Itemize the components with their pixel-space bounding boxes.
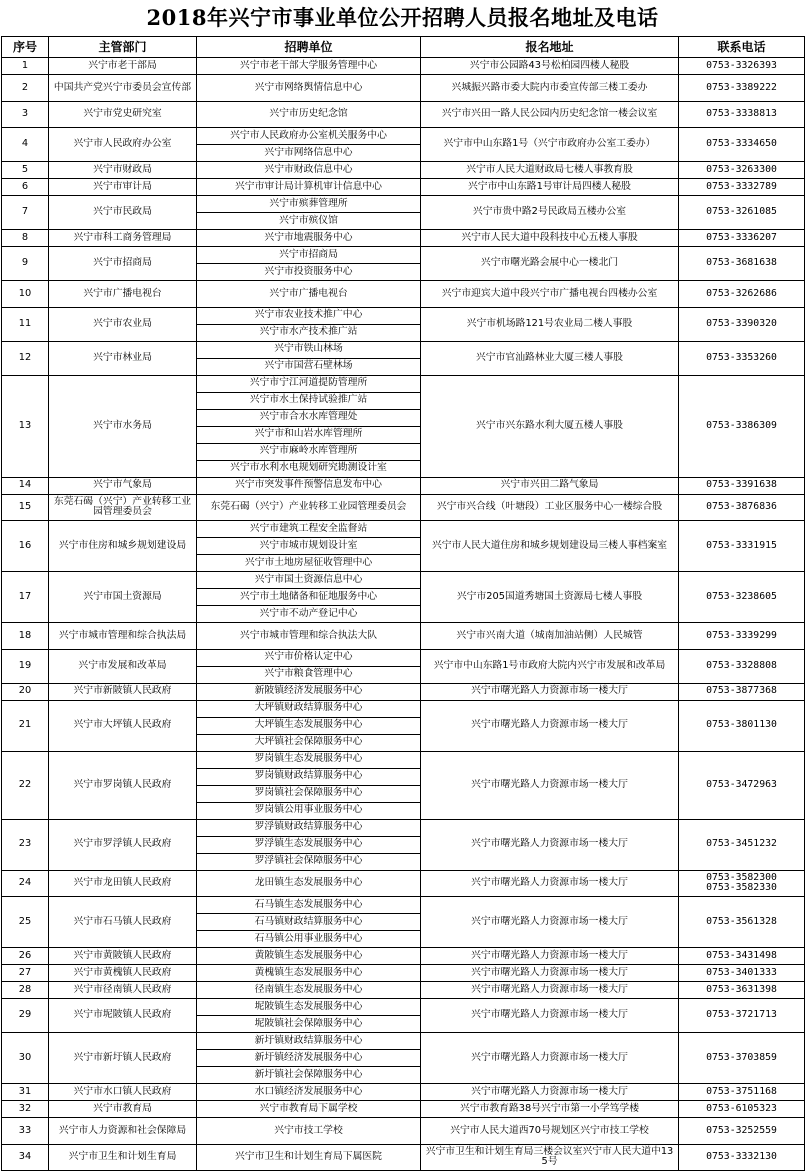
table-row: [2, 341, 805, 358]
unit-cell: 兴宁市建筑工程安全监督站: [197, 521, 421, 538]
unit-cell: 新陂镇经济发展服务中心: [197, 683, 421, 700]
department-cell: 兴宁市民政局: [49, 196, 197, 230]
row-number: 1: [2, 58, 49, 75]
address-cell: 兴宁市曙光路人力资源市场一楼大厅: [421, 897, 679, 948]
row-number: 9: [2, 247, 49, 281]
department-cell: 兴宁市农业局: [49, 307, 197, 341]
unit-cell: 罗岗镇公用事业服务中心: [197, 802, 421, 819]
department-cell: 兴宁市坭陂镇人民政府: [49, 999, 197, 1033]
row-number: 22: [2, 751, 49, 819]
table-row: [2, 1033, 805, 1050]
department-cell: 兴宁市卫生和计划生育局: [49, 1144, 197, 1171]
unit-cell: 兴宁市国土资源信息中心: [197, 572, 421, 589]
unit-cell: 大坪镇生态发展服务中心: [197, 717, 421, 734]
department-cell: 兴宁市党史研究室: [49, 101, 197, 128]
table-row: [2, 1144, 805, 1171]
table-row: [2, 897, 805, 914]
department-cell: 兴宁市城市管理和综合执法局: [49, 623, 197, 650]
unit-cell: 径南镇生态发展服务中心: [197, 982, 421, 999]
unit-cell: 兴宁市土地储备和征地服务中心: [197, 589, 421, 606]
row-number: 21: [2, 700, 49, 751]
unit-cell: 兴宁市土地房屋征收管理中心: [197, 555, 421, 572]
department-cell: 兴宁市招商局: [49, 247, 197, 281]
table-row: [2, 751, 805, 768]
unit-cell: 兴宁市财政信息中心: [197, 162, 421, 179]
phone-cell: 0753-3332789: [679, 179, 805, 196]
unit-cell: 新圩镇财政结算服务中心: [197, 1033, 421, 1050]
header-no: 序号: [2, 37, 49, 58]
phone-cell: 0753-3334650: [679, 128, 805, 162]
address-cell: 兴宁市曙光路人力资源市场一楼大厅: [421, 1033, 679, 1084]
unit-cell: 兴宁市宁江河道提防管理所: [197, 375, 421, 392]
unit-cell: 兴宁市人民政府办公室机关服务中心: [197, 128, 421, 145]
unit-cell: 兴宁市殡仪馆: [197, 213, 421, 230]
unit-cell: 兴宁市和山岩水库管理所: [197, 426, 421, 443]
phone-cell: 0753-3391638: [679, 477, 805, 494]
unit-cell: 新圩镇社会保障服务中心: [197, 1067, 421, 1084]
unit-cell: 罗岗镇生态发展服务中心: [197, 751, 421, 768]
table-row: [2, 494, 805, 521]
table-row: [2, 1101, 805, 1118]
unit-cell: 兴宁市水利水电规划研究勘测设计室: [197, 460, 421, 477]
unit-cell: 兴宁市卫生和计划生育局下属医院: [197, 1144, 421, 1171]
department-cell: 兴宁市科工商务管理局: [49, 230, 197, 247]
table-row: [2, 819, 805, 836]
phone-cell: 0753-3339299: [679, 623, 805, 650]
department-cell: 兴宁市人民政府办公室: [49, 128, 197, 162]
row-number: 12: [2, 341, 49, 375]
department-cell: 兴宁市发展和改革局: [49, 649, 197, 683]
department-cell: 兴宁市黄陂镇人民政府: [49, 948, 197, 965]
table-row: [2, 683, 805, 700]
department-cell: 兴宁市新圩镇人民政府: [49, 1033, 197, 1084]
unit-cell: 龙田镇生态发展服务中心: [197, 870, 421, 897]
phone-cell: 0753-3681638: [679, 247, 805, 281]
department-cell: 兴宁市老干部局: [49, 58, 197, 75]
phone-cell: 0753-3263300: [679, 162, 805, 179]
row-number: 24: [2, 870, 49, 897]
unit-cell: 兴宁市粮食管理中心: [197, 666, 421, 683]
unit-cell: 兴宁市麻岭水库管理所: [197, 443, 421, 460]
address-cell: 兴宁市曙光路人力资源市场一楼大厅: [421, 1084, 679, 1101]
department-cell: 兴宁市气象局: [49, 477, 197, 494]
table-row: [2, 649, 805, 666]
address-cell: 兴宁市人民大道住房和城乡规划建设局三楼人事档案室: [421, 521, 679, 572]
unit-cell: 兴宁市广播电视台: [197, 281, 421, 308]
unit-cell: 兴宁市网络信息中心: [197, 145, 421, 162]
table-row: [2, 948, 805, 965]
address-cell: 兴宁市曙光路人力资源市场一楼大厅: [421, 965, 679, 982]
header-phone: 联系电话: [679, 37, 805, 58]
row-number: 3: [2, 101, 49, 128]
table-row: [2, 1084, 805, 1101]
unit-cell: 兴宁市网络舆情信息中心: [197, 75, 421, 102]
table-row: [2, 375, 805, 392]
address-cell: 兴宁市曙光路人力资源市场一楼大厅: [421, 751, 679, 819]
unit-cell: 兴宁市历史纪念馆: [197, 101, 421, 128]
table-row: [2, 75, 805, 102]
department-cell: 兴宁市龙田镇人民政府: [49, 870, 197, 897]
unit-cell: 兴宁市技工学校: [197, 1118, 421, 1145]
unit-cell: 兴宁市教育局下属学校: [197, 1101, 421, 1118]
header-department: 主管部门: [49, 37, 197, 58]
unit-cell: 兴宁市国营石壁林场: [197, 358, 421, 375]
phone-cell: 0753-3876836: [679, 494, 805, 521]
unit-cell: 坭陂镇生态发展服务中心: [197, 999, 421, 1016]
department-cell: 东莞石碣（兴宁）产业转移工业园管理委员会: [49, 494, 197, 521]
phone-cell: 0753-3631398: [679, 982, 805, 999]
phone-cell: 0753-3262686: [679, 281, 805, 308]
phone-cell: 0753-3751168: [679, 1084, 805, 1101]
table-row: [2, 128, 805, 145]
phone-cell: 0753-3431498: [679, 948, 805, 965]
page-title: 2018年兴宁市事业单位公开招聘人员报名地址及电话: [146, 5, 659, 30]
header-unit: 招聘单位: [197, 37, 421, 58]
table-row: [2, 247, 805, 264]
address-cell: 兴宁市兴南大道（城南加油站侧）人民城管: [421, 623, 679, 650]
phone-cell: 0753-3703859: [679, 1033, 805, 1084]
table-row: [2, 58, 805, 75]
table-row: [2, 179, 805, 196]
address-cell: 兴宁市兴田二路气象局: [421, 477, 679, 494]
table-header-row: [2, 37, 805, 58]
address-cell: 兴宁市公园路43号松柏园四楼人秘股: [421, 58, 679, 75]
address-cell: 兴宁市曙光路人力资源市场一楼大厅: [421, 948, 679, 965]
unit-cell: 新圩镇经济发展服务中心: [197, 1050, 421, 1067]
unit-cell: 兴宁市农业技术推广中心: [197, 307, 421, 324]
phone-cell: 0753-3561328: [679, 897, 805, 948]
row-number: 10: [2, 281, 49, 308]
department-cell: 兴宁市审计局: [49, 179, 197, 196]
unit-cell: 黄槐镇生态发展服务中心: [197, 965, 421, 982]
address-cell: 兴宁市中山东路1号（兴宁市政府办公室工委办）: [421, 128, 679, 162]
phone-cell: 0753-3328808: [679, 649, 805, 683]
department-cell: 兴宁市国土资源局: [49, 572, 197, 623]
row-number: 29: [2, 999, 49, 1033]
unit-cell: 兴宁市殡葬管理所: [197, 196, 421, 213]
department-cell: 兴宁市黄槐镇人民政府: [49, 965, 197, 982]
unit-cell: 兴宁市审计局计算机审计信息中心: [197, 179, 421, 196]
address-cell: 兴宁市曙光路人力资源市场一楼大厅: [421, 982, 679, 999]
row-number: 33: [2, 1118, 49, 1145]
unit-cell: 罗岗镇财政结算服务中心: [197, 768, 421, 785]
unit-cell: 兴宁市城市管理和综合执法大队: [197, 623, 421, 650]
department-cell: 兴宁市罗岗镇人民政府: [49, 751, 197, 819]
department-cell: 兴宁市石马镇人民政府: [49, 897, 197, 948]
phone-cell: 0753-3801130: [679, 700, 805, 751]
unit-cell: 水口镇经济发展服务中心: [197, 1084, 421, 1101]
row-number: 18: [2, 623, 49, 650]
unit-cell: 罗浮镇生态发展服务中心: [197, 836, 421, 853]
table-row: [2, 196, 805, 213]
table-row: [2, 230, 805, 247]
phone-cell: 0753-3472963: [679, 751, 805, 819]
department-cell: 兴宁市罗浮镇人民政府: [49, 819, 197, 870]
address-cell: 兴宁市机场路121号农业局二楼人事股: [421, 307, 679, 341]
unit-cell: 罗浮镇社会保障服务中心: [197, 853, 421, 870]
address-cell: 兴宁市迎宾大道中段兴宁市广播电视台四楼办公室: [421, 281, 679, 308]
phone-cell: 0753-3877368: [679, 683, 805, 700]
department-cell: 兴宁市人力资源和社会保障局: [49, 1118, 197, 1145]
table-row: [2, 982, 805, 999]
phone-cell: 0753-3252559: [679, 1118, 805, 1145]
unit-cell: 兴宁市铁山林场: [197, 341, 421, 358]
phone-cell: 0753-3451232: [679, 819, 805, 870]
unit-cell: 兴宁市投资服务中心: [197, 264, 421, 281]
phone-cell: 0753-3389222: [679, 75, 805, 102]
row-number: 4: [2, 128, 49, 162]
row-number: 31: [2, 1084, 49, 1101]
row-number: 7: [2, 196, 49, 230]
phone-cell: 0753-3331915: [679, 521, 805, 572]
address-cell: 兴宁市中山东路1号审计局四楼人秘股: [421, 179, 679, 196]
address-cell: 兴宁市兴东路水利大厦五楼人事股: [421, 375, 679, 477]
address-cell: 兴宁市人民大道西70号规划区兴宁市技工学校: [421, 1118, 679, 1145]
row-number: 30: [2, 1033, 49, 1084]
row-number: 11: [2, 307, 49, 341]
table-row: [2, 1118, 805, 1145]
unit-cell: 兴宁市老干部大学服务管理中心: [197, 58, 421, 75]
unit-cell: 兴宁市价格认定中心: [197, 649, 421, 666]
unit-cell: 兴宁市不动产登记中心: [197, 606, 421, 623]
recruitment-table: [1, 36, 805, 1171]
department-cell: 兴宁市教育局: [49, 1101, 197, 1118]
row-number: 5: [2, 162, 49, 179]
address-cell: 兴宁市曙光路会展中心一楼北门: [421, 247, 679, 281]
address-cell: 兴宁市卫生和计划生育局三楼会议室兴宁市人民大道中135号: [421, 1144, 679, 1171]
row-number: 17: [2, 572, 49, 623]
phone-cell: 0753-3261085: [679, 196, 805, 230]
address-cell: 兴城振兴路市委大院内市委宣传部三楼工委办: [421, 75, 679, 102]
department-cell: 兴宁市水口镇人民政府: [49, 1084, 197, 1101]
department-cell: 兴宁市径南镇人民政府: [49, 982, 197, 999]
row-number: 8: [2, 230, 49, 247]
unit-cell: 大坪镇社会保障服务中心: [197, 734, 421, 751]
address-cell: 兴宁市曙光路人力资源市场一楼大厅: [421, 700, 679, 751]
address-cell: 兴宁市205国道秀塘国土资源局七楼人事股: [421, 572, 679, 623]
row-number: 13: [2, 375, 49, 477]
unit-cell: 兴宁市城市规划设计室: [197, 538, 421, 555]
row-number: 15: [2, 494, 49, 521]
unit-cell: 大坪镇财政结算服务中心: [197, 700, 421, 717]
department-cell: 中国共产党兴宁市委员会宣传部: [49, 75, 197, 102]
department-cell: 兴宁市财政局: [49, 162, 197, 179]
address-cell: 兴宁市曙光路人力资源市场一楼大厅: [421, 870, 679, 897]
row-number: 27: [2, 965, 49, 982]
unit-cell: 兴宁市合水水库管理处: [197, 409, 421, 426]
row-number: 6: [2, 179, 49, 196]
unit-cell: 兴宁市水产技术推广站: [197, 324, 421, 341]
phone-cell: 0753-3721713: [679, 999, 805, 1033]
unit-cell: 东莞石碣（兴宁）产业转移工业园管理委员会: [197, 494, 421, 521]
address-cell: 兴宁市官汕路林业大厦三楼人事股: [421, 341, 679, 375]
phone-cell: 0753-3332130: [679, 1144, 805, 1171]
unit-cell: 罗岗镇社会保障服务中心: [197, 785, 421, 802]
department-cell: 兴宁市新陂镇人民政府: [49, 683, 197, 700]
table-row: [2, 162, 805, 179]
table-row: [2, 521, 805, 538]
row-number: 19: [2, 649, 49, 683]
phone-cell: 0753-3582300 0753-3582330: [679, 870, 805, 897]
department-cell: 兴宁市大坪镇人民政府: [49, 700, 197, 751]
address-cell: 兴宁市人民大道中段科技中心五楼人事股: [421, 230, 679, 247]
unit-cell: 石马镇生态发展服务中心: [197, 897, 421, 914]
row-number: 26: [2, 948, 49, 965]
department-cell: 兴宁市广播电视台: [49, 281, 197, 308]
table-row: [2, 281, 805, 308]
table-row: [2, 700, 805, 717]
header-address: 报名地址: [421, 37, 679, 58]
unit-cell: 兴宁市突发事件预警信息发布中心: [197, 477, 421, 494]
phone-cell: 0753-3326393: [679, 58, 805, 75]
row-number: 28: [2, 982, 49, 999]
phone-cell: 0753-3353260: [679, 341, 805, 375]
table-row: [2, 307, 805, 324]
table-row: [2, 477, 805, 494]
phone-cell: 0753-3390320: [679, 307, 805, 341]
phone-cell: 0753-3238605: [679, 572, 805, 623]
unit-cell: 黄陂镇生态发展服务中心: [197, 948, 421, 965]
phone-cell: 0753-3401333: [679, 965, 805, 982]
row-number: 32: [2, 1101, 49, 1118]
table-body: [2, 58, 805, 1171]
row-number: 14: [2, 477, 49, 494]
table-row: [2, 101, 805, 128]
table-row: [2, 572, 805, 589]
phone-cell: 0753-3336207: [679, 230, 805, 247]
table-row: [2, 870, 805, 897]
row-number: 25: [2, 897, 49, 948]
row-number: 20: [2, 683, 49, 700]
unit-cell: 石马镇财政结算服务中心: [197, 914, 421, 931]
phone-cell: 0753-3386309: [679, 375, 805, 477]
unit-cell: 罗浮镇财政结算服务中心: [197, 819, 421, 836]
address-cell: 兴宁市教育路38号兴宁市第一小学笃学楼: [421, 1101, 679, 1118]
address-cell: 兴宁市曙光路人力资源市场一楼大厅: [421, 819, 679, 870]
unit-cell: 兴宁市招商局: [197, 247, 421, 264]
phone-cell: 0753-3338813: [679, 101, 805, 128]
unit-cell: 坭陂镇社会保障服务中心: [197, 1016, 421, 1033]
address-cell: 兴宁市曙光路人力资源市场一楼大厅: [421, 999, 679, 1033]
address-cell: 兴宁市贵中路2号民政局五楼办公室: [421, 196, 679, 230]
address-cell: 兴宁市兴田一路人民公园内历史纪念馆一楼会议室: [421, 101, 679, 128]
address-cell: 兴宁市兴合线（叶塘段）工业区服务中心一楼综合股: [421, 494, 679, 521]
address-cell: 兴宁市中山东路1号市政府大院内兴宁市发展和改革局: [421, 649, 679, 683]
unit-cell: 兴宁市地震服务中心: [197, 230, 421, 247]
department-cell: 兴宁市水务局: [49, 375, 197, 477]
table-row: [2, 999, 805, 1016]
unit-cell: 石马镇公用事业服务中心: [197, 931, 421, 948]
table-row: [2, 623, 805, 650]
row-number: 2: [2, 75, 49, 102]
address-cell: 兴宁市曙光路人力资源市场一楼大厅: [421, 683, 679, 700]
table-row: [2, 965, 805, 982]
row-number: 34: [2, 1144, 49, 1171]
department-cell: 兴宁市住房和城乡规划建设局: [49, 521, 197, 572]
row-number: 16: [2, 521, 49, 572]
address-cell: 兴宁市人民大道财政局七楼人事教育股: [421, 162, 679, 179]
row-number: 23: [2, 819, 49, 870]
department-cell: 兴宁市林业局: [49, 341, 197, 375]
unit-cell: 兴宁市水土保持试验推广站: [197, 392, 421, 409]
phone-cell: 0753-6105323: [679, 1101, 805, 1118]
